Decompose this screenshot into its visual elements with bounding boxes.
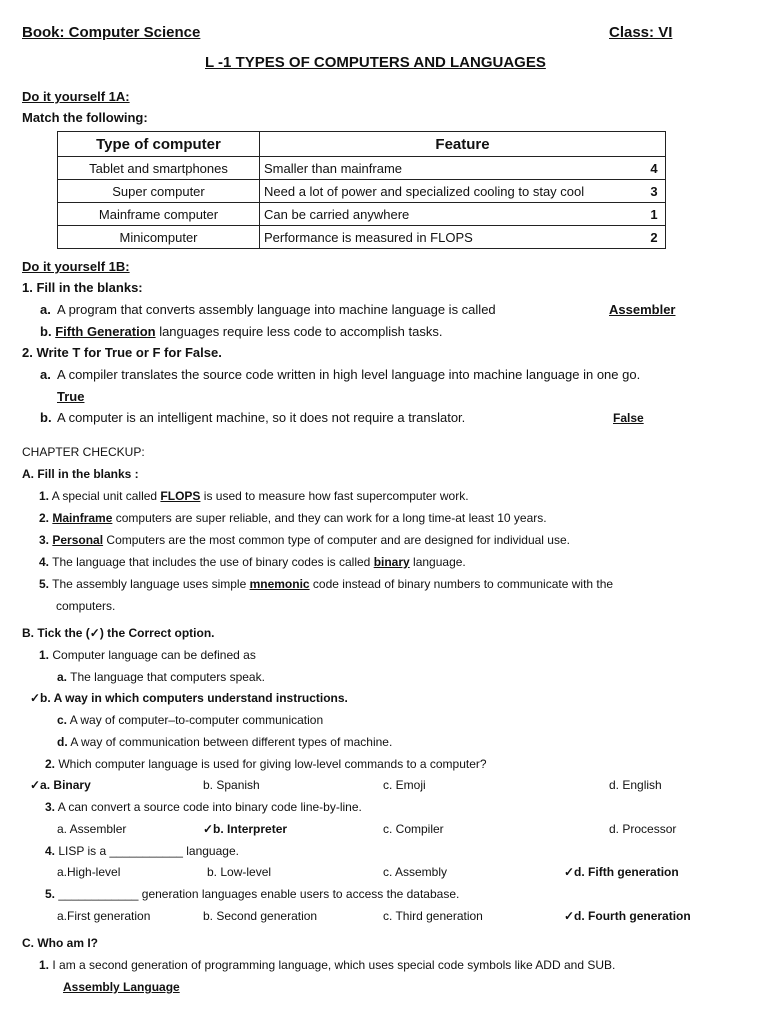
type-cell: Super computer: [58, 180, 260, 203]
type-cell: Mainframe computer: [58, 203, 260, 226]
option-a-correct: ✓a. Binary: [30, 778, 91, 792]
answer-false: False: [613, 411, 644, 425]
question-text: A compiler translates the source code written in high level language into machine language in one go.: [57, 367, 641, 382]
option-d: d. Processor: [609, 822, 677, 836]
table-row: [58, 203, 666, 226]
section-1b-heading: Do it yourself 1B:: [22, 259, 130, 274]
answer-mainframe: Mainframe: [52, 511, 113, 525]
list-item: 4. The language that includes the use of binary codes is called binary language.: [39, 555, 466, 569]
feature-cell: Can be carried anywhere: [260, 203, 644, 226]
answer-mnemonic: mnemonic: [249, 577, 310, 591]
match-table: [57, 131, 666, 249]
option-b-correct: ✓b. A way in which computers understand instructions.: [30, 691, 348, 705]
item-label: a.: [40, 367, 51, 382]
option-b-correct: ✓b. Interpreter: [203, 822, 288, 836]
answer-assembler: Assembler: [609, 302, 676, 317]
answer-true: True: [57, 389, 85, 404]
feature-cell: Performance is measured in FLOPS: [260, 226, 644, 249]
option-d: d. English: [609, 778, 662, 792]
answer-assembly-language: Assembly Language: [63, 980, 180, 994]
page-title: L -1 TYPES OF COMPUTERS AND LANGUAGES: [205, 54, 546, 71]
answer-flops: FLOPS: [160, 489, 201, 503]
section-c-heading: C. Who am I?: [22, 936, 98, 950]
answer-binary: binary: [373, 555, 410, 569]
question: 5. ____________ generation languages enable users to access the database.: [45, 887, 460, 901]
match-number: 2: [643, 226, 666, 249]
feature-cell: Smaller than mainframe: [260, 157, 644, 180]
list-item-continuation: computers.: [56, 599, 116, 613]
match-number: 3: [643, 180, 666, 203]
match-instruction: Match the following:: [22, 110, 148, 125]
column-header: Type of computer: [58, 132, 260, 157]
option-d-correct: ✓d. Fourth generation: [564, 909, 691, 923]
chapter-checkup-heading: CHAPTER CHECKUP:: [22, 445, 145, 459]
question-1b-1: 1. Fill in the blanks:: [22, 280, 143, 295]
question-text: A computer is an intelligent machine, so it does not require a translator.: [57, 410, 466, 425]
question: 1. I am a second generation of programming language, which uses special code symbols like ADD and SUB.: [39, 958, 616, 972]
table-header-row: [58, 132, 666, 157]
type-cell: Minicomputer: [58, 226, 260, 249]
class-label: Class: VI: [609, 24, 673, 41]
option-b: b. Spanish: [203, 778, 260, 792]
list-item: 5. The assembly language uses simple mnemonic code instead of binary numbers to communicate with the: [39, 577, 614, 591]
option-a: a. The language that computers speak.: [57, 670, 265, 684]
option-d-correct: ✓d. Fifth generation: [564, 865, 679, 879]
table-row: [58, 157, 666, 180]
item-label: a.: [40, 302, 51, 317]
option-a: a. Assembler: [57, 822, 127, 836]
option-c: c. Emoji: [383, 778, 426, 792]
option-b: b. Low-level: [207, 865, 272, 879]
option-c: c. A way of computer–to-computer communication: [57, 713, 324, 727]
answer-personal: Personal: [52, 533, 104, 547]
section-b-heading: B. Tick the (✓) the Correct option.: [22, 626, 215, 640]
column-header: Feature: [260, 132, 666, 157]
option-a: a.First generation: [57, 909, 151, 923]
option-a: a.High-level: [57, 865, 121, 879]
question: 1. Computer language can be defined as: [39, 648, 256, 662]
section-a-heading: A. Fill in the blanks :: [22, 467, 139, 481]
table-row: [58, 226, 666, 249]
option-b: b. Second generation: [203, 909, 318, 923]
feature-cell: Need a lot of power and specialized cooling to stay cool: [260, 180, 644, 203]
option-c: c. Third generation: [383, 909, 483, 923]
option-d: d. A way of communication between different types of machine.: [57, 735, 393, 749]
book-title: Book: Computer Science: [22, 24, 201, 41]
question: 2. Which computer language is used for giving low-level commands to a computer?: [45, 757, 487, 771]
match-number: 4: [643, 157, 666, 180]
item-label: b.: [40, 324, 52, 339]
question-1b-2: 2. Write T for True or F for False.: [22, 345, 222, 360]
list-item: 3. Personal Computers are the most common type of computer and are designed for individual use.: [39, 533, 570, 547]
answer-fifth-generation: Fifth Generation: [55, 324, 156, 339]
list-item: 1. A special unit called FLOPS is used to measure how fast supercomputer work.: [39, 489, 469, 503]
question-line: [40, 324, 442, 339]
question-text: languages require less code to accomplish tasks.: [155, 324, 443, 339]
question: 3. A can convert a source code into binary code line-by-line.: [45, 800, 362, 814]
list-item: 2. Mainframe computers are super reliable, and they can work for a long time-at least 10 years.: [39, 511, 547, 525]
type-cell: Tablet and smartphones: [58, 157, 260, 180]
section-1a-heading: Do it yourself 1A:: [22, 89, 130, 104]
question: 4. LISP is a ___________ language.: [45, 844, 239, 858]
option-c: c. Assembly: [383, 865, 448, 879]
option-c: c. Compiler: [383, 822, 444, 836]
match-number: 1: [643, 203, 666, 226]
question-text: A program that converts assembly language into machine language is called: [57, 302, 496, 317]
item-label: b.: [40, 410, 52, 425]
table-row: [58, 180, 666, 203]
